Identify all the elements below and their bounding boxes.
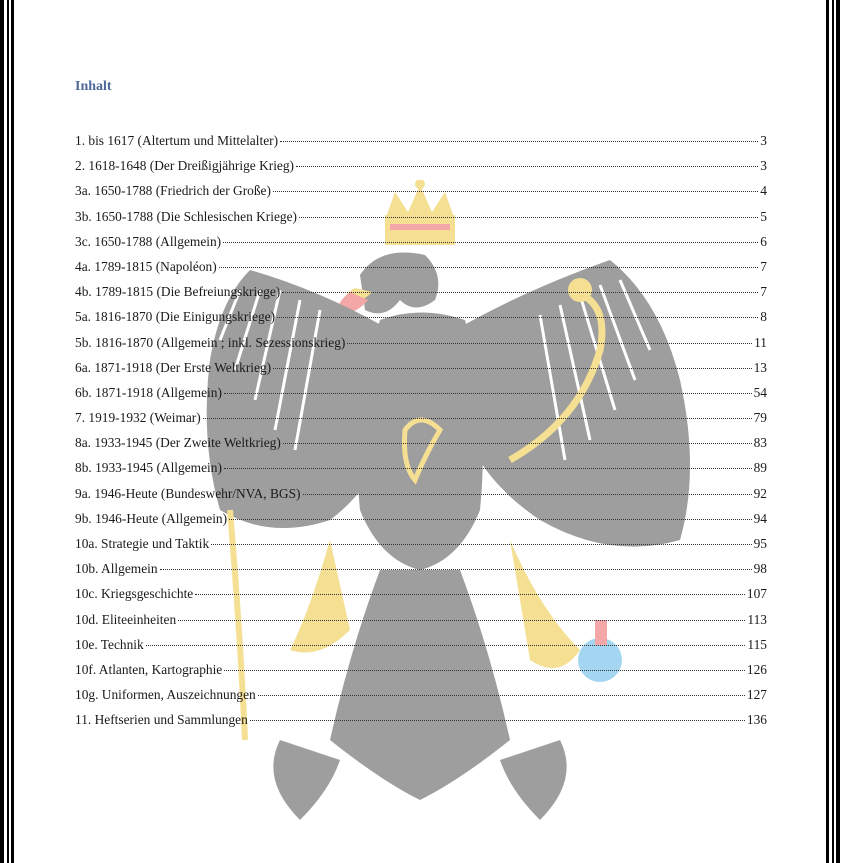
toc-entry-label: 9b. 1946-Heute (Allgemein) — [75, 510, 228, 526]
toc-entry[interactable] — [75, 460, 767, 485]
toc-entry-label: 10c. Kriegsgeschichte — [75, 586, 194, 602]
toc-entry-page: 7 — [760, 284, 767, 300]
toc-entry-label: 3b. 1650-1788 (Die Schlesischen Kriege) — [75, 208, 298, 224]
toc-entry-label: 6b. 1871-1918 (Allgemein) — [75, 384, 222, 400]
page-border-right — [824, 0, 843, 863]
toc-entry-page: 127 — [746, 687, 767, 703]
toc-entry-page: 7 — [760, 258, 767, 274]
toc-entry-page: 94 — [753, 510, 767, 526]
toc-entry[interactable] — [75, 234, 767, 259]
toc-entry-page: 113 — [747, 611, 767, 627]
toc-entry-page: 5 — [760, 208, 767, 224]
toc-dot-leader — [224, 393, 752, 394]
toc-entry-page: 3 — [760, 158, 767, 174]
table-of-contents — [75, 133, 767, 738]
toc-dot-leader — [224, 468, 752, 469]
toc-dot-leader — [146, 645, 746, 646]
toc-entry-label: 3c. 1650-1788 (Allgemein) — [75, 233, 222, 249]
toc-entry-page: 8 — [760, 309, 767, 325]
toc-dot-leader — [224, 670, 745, 671]
toc-dot-leader — [178, 620, 745, 621]
toc-entry[interactable] — [75, 687, 767, 712]
toc-entry[interactable] — [75, 712, 767, 737]
toc-dot-leader — [229, 519, 752, 520]
toc-entry[interactable] — [75, 284, 767, 309]
toc-dot-leader — [273, 191, 758, 192]
toc-entry-label: 10a. Strategie und Taktik — [75, 536, 210, 551]
toc-entry-page: 136 — [746, 712, 767, 728]
toc-dot-leader — [223, 242, 758, 243]
toc-entry[interactable] — [75, 259, 767, 284]
toc-dot-leader — [299, 217, 758, 218]
toc-entry-label: 4b. 1789-1815 (Die Befreiungskriege) — [75, 284, 281, 300]
toc-entry[interactable] — [75, 360, 767, 385]
toc-entry-label: 1. bis 1617 (Altertum und Mittelalter) — [75, 133, 279, 148]
toc-entry-page: 126 — [746, 661, 767, 677]
toc-entry-label: 8a. 1933-1945 (Der Zweite Weltkrieg) — [75, 435, 281, 451]
toc-dot-leader — [258, 695, 745, 696]
toc-entry[interactable] — [75, 662, 767, 687]
toc-dot-leader — [277, 317, 758, 318]
toc-entry-label: 10b. Allgemein — [75, 561, 158, 577]
toc-entry-label: 5a. 1816-1870 (Die Einigungskriege) — [75, 309, 276, 325]
toc-entry[interactable] — [75, 612, 767, 637]
toc-dot-leader — [273, 368, 751, 369]
toc-entry-page: 4 — [760, 183, 767, 199]
toc-entry-page: 98 — [753, 561, 767, 577]
toc-entry-page: 6 — [760, 233, 767, 249]
toc-entry-label: 4a. 1789-1815 (Napoléon) — [75, 258, 217, 274]
toc-entry-page: 107 — [746, 586, 767, 602]
toc-dot-leader — [283, 443, 752, 444]
toc-dot-leader — [282, 292, 758, 293]
toc-entry-page: 95 — [753, 536, 767, 551]
toc-entry-page: 54 — [753, 384, 767, 400]
toc-entry[interactable] — [75, 435, 767, 460]
toc-entry[interactable] — [75, 536, 767, 561]
toc-entry[interactable] — [75, 183, 767, 208]
toc-entry-page: 79 — [753, 410, 767, 426]
toc-entry[interactable] — [75, 586, 767, 611]
toc-entry-label: 3a. 1650-1788 (Friedrich der Große) — [75, 183, 271, 199]
toc-dot-leader — [211, 544, 751, 545]
toc-entry[interactable] — [75, 385, 767, 410]
toc-dot-leader — [250, 720, 745, 721]
toc-entry-label: 9a. 1946-Heute (Bundeswehr/NVA, BGS) — [75, 485, 301, 501]
toc-dot-leader — [296, 166, 758, 167]
toc-entry-label: 10e. Technik — [75, 636, 144, 652]
toc-dot-leader — [203, 418, 752, 419]
toc-entry-page: 13 — [753, 359, 767, 375]
toc-dot-leader — [160, 569, 752, 570]
toc-entry-label: 2. 1618-1648 (Der Dreißigjährige Krieg) — [75, 158, 295, 174]
toc-entry-label: 10f. Atlanten, Kartographie — [75, 661, 223, 677]
toc-dot-leader — [280, 141, 758, 142]
toc-entry-label: 10g. Uniformen, Auszeichnungen — [75, 687, 256, 703]
toc-entry[interactable] — [75, 561, 767, 586]
toc-entry-page: 3 — [760, 133, 767, 148]
toc-entry-label: 8b. 1933-1945 (Allgemein) — [75, 460, 222, 476]
toc-entry-label: 6a. 1871-1918 (Der Erste Weltkrieg) — [75, 359, 272, 375]
toc-entry-label: 10d. Eliteeinheiten — [75, 611, 177, 627]
toc-entry[interactable] — [75, 410, 767, 435]
toc-entry-page: 83 — [753, 435, 767, 451]
toc-entry-page: 89 — [753, 460, 767, 476]
toc-entry-page: 11 — [754, 334, 767, 350]
toc-entry[interactable] — [75, 309, 767, 334]
toc-entry[interactable] — [75, 511, 767, 536]
page-border-left — [0, 0, 16, 863]
toc-dot-leader — [195, 594, 745, 595]
toc-dot-leader — [303, 494, 752, 495]
toc-entry[interactable] — [75, 209, 767, 234]
toc-dot-leader — [219, 267, 759, 268]
toc-entry-page: 115 — [747, 636, 767, 652]
toc-entry[interactable] — [75, 133, 767, 158]
toc-entry-page: 92 — [753, 485, 767, 501]
toc-heading: Inhalt — [75, 79, 112, 94]
toc-entry[interactable] — [75, 637, 767, 662]
toc-entry[interactable] — [75, 486, 767, 511]
toc-entry-label: 5b. 1816-1870 (Allgemein ; inkl. Sezessionskrieg) — [75, 334, 346, 350]
toc-entry[interactable] — [75, 335, 767, 360]
toc-entry-label: 7. 1919-1932 (Weimar) — [75, 410, 201, 426]
toc-dot-leader — [347, 343, 752, 344]
toc-entry[interactable] — [75, 158, 767, 183]
toc-entry-label: 11. Heftserien und Sammlungen — [75, 712, 248, 728]
